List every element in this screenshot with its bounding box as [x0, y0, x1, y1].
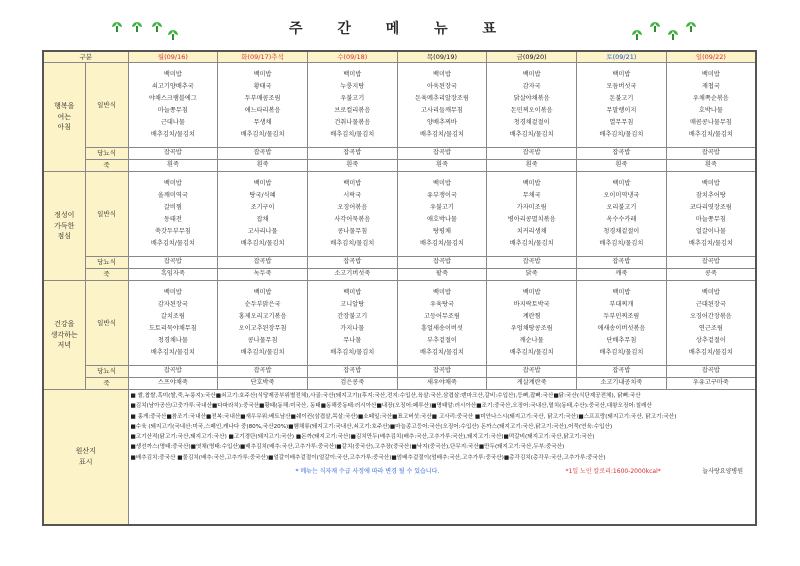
menu-cell: 흰죽 — [128, 160, 218, 172]
menu-cell — [666, 281, 756, 366]
menu-item: 오징어간장볶음 — [689, 313, 732, 320]
menu-cell — [128, 172, 218, 257]
menu-item: 부대찌개 — [609, 301, 634, 308]
menu-item: 배추김치/물김치 — [240, 349, 285, 356]
menu-item: 배추김치/물김치 — [240, 131, 285, 138]
menu-item: 단배추무침 — [606, 337, 637, 344]
menu-item: 배추김치/물김치 — [509, 131, 554, 138]
menu-item: 우불고기 — [340, 95, 365, 102]
menu-item: 돈민찌오이볶음 — [510, 107, 553, 114]
menu-item: 배추김치/물김치 — [419, 240, 464, 247]
menu-item: 백미밥 — [701, 180, 720, 187]
menu-cell: 잡곡밥 — [307, 257, 397, 269]
menu-cell: 깨죽 — [577, 269, 667, 281]
diabetic-meal-row — [43, 148, 756, 160]
menu-cell: 잡곡밥 — [128, 366, 218, 378]
menu-item: 누룽지탕 — [340, 83, 365, 90]
menu-cell: 흰죽 — [666, 160, 756, 172]
menu-item: 백미밥 — [701, 71, 720, 78]
day-header: 화(09/17)추석 — [218, 51, 308, 63]
menu-item: 배추김치/물김치 — [509, 240, 554, 247]
menu-item: 아욱된장국 — [427, 83, 457, 90]
menu-item: 고니알탕 — [340, 301, 365, 308]
origin-row — [43, 390, 756, 526]
menu-cell: 흰죽 — [218, 160, 308, 172]
weekly-menu-table — [42, 50, 757, 526]
menu-cell: 잡곡밥 — [577, 257, 667, 269]
menu-cell — [307, 63, 397, 148]
header-row — [43, 51, 756, 63]
menu-item: 배추김치/물김치 — [688, 131, 733, 138]
menu-cell — [487, 172, 577, 257]
menu-cell: 흰죽 — [577, 160, 667, 172]
menu-item: 유부쟁이국 — [427, 192, 457, 199]
menu-cell — [487, 281, 577, 366]
porridge-diet-label: 죽 — [85, 160, 128, 172]
menu-cell — [128, 63, 218, 148]
menu-item: 계란찜 — [522, 313, 541, 320]
menu-cell — [577, 172, 667, 257]
menu-item: 배추김치/물김치 — [150, 240, 195, 247]
category-header: 구분 — [43, 51, 128, 63]
menu-item: 올깨미역국 — [157, 192, 188, 199]
origin-note-line: ■김치(남아공산/고춧가루:국내산■다파라치):중국산■황태(동해:미국산, 동태■동해중동태:러시아산■내장(오징어:페루산)■명태알:러시아산■조기:중국산,오징어:국내산,멸치(동태,수산):중국산,대왕오징어:칠레산 — [130, 403, 652, 410]
menu-item: 청경채겉절이 — [603, 228, 640, 235]
menu-item: 갈치조림 — [160, 313, 185, 320]
menu-item: 돈육메추리알장조림 — [415, 95, 469, 102]
menu-item: 돈불고기 — [609, 95, 634, 102]
menu-item: 백미밥 — [522, 180, 541, 187]
menu-cell: 잡곡밥 — [666, 257, 756, 269]
menu-item: 백미밥 — [343, 71, 362, 78]
day-header: 금(09/20) — [487, 51, 577, 63]
general-diet-label: 일반식 — [85, 63, 128, 148]
menu-item: 열무무침 — [609, 119, 634, 126]
menu-cell: 게살계란죽 — [487, 378, 577, 390]
menu-cell — [128, 281, 218, 366]
menu-item: 코다리엿장조림 — [689, 204, 732, 211]
menu-item: 배추김치/물김치 — [688, 349, 733, 356]
menu-item: 탕국/식혜 — [249, 192, 276, 199]
menu-cell: 잡곡밥 — [666, 148, 756, 160]
day-header: 일(09/22) — [666, 51, 756, 63]
menu-item: 건취나물볶음 — [334, 119, 371, 126]
porridge-diet-label: 죽 — [85, 269, 128, 281]
menu-item: 우불고기 — [430, 204, 454, 211]
menu-cell: 흰죽 — [307, 160, 397, 172]
menu-cell: 잡곡밥 — [397, 257, 487, 269]
menu-cell: 잡곡밥 — [487, 257, 577, 269]
menu-cell: 검은콩죽 — [307, 378, 397, 390]
diabetic-meal-row — [43, 257, 756, 269]
porridge-diet-label: 죽 — [85, 378, 128, 390]
menu-item: 상추겉절이 — [695, 337, 726, 344]
menu-cell: 잡곡밥 — [128, 257, 218, 269]
menu-cell: 녹두죽 — [218, 269, 308, 281]
origin-note-line: ■수육 (돼지고기(국내산:미국,스페인,캐나다 중)80%,국산20%)■햄채류(돼지고기:국내산,쇠고기:호주산)■마늘종고등어:국산(오징어:수입산) 돈까스(돼지고기:국산,닭고기:국산),어묵(연육:수입산) — [130, 423, 613, 430]
menu-item: 깨순나물 — [519, 337, 544, 344]
hospital-name: 늘사랑요양병원 — [702, 468, 743, 476]
menu-item: 부추겉절이 — [427, 337, 457, 344]
general-meal-row — [43, 281, 756, 366]
menu-item: 고사리나물 — [247, 228, 278, 235]
menu-item: 무생채 — [253, 119, 272, 126]
menu-cell: 잡곡밥 — [397, 148, 487, 160]
day-header: 목(09/19) — [397, 51, 487, 63]
menu-item: 갈비찜 — [163, 204, 182, 211]
menu-item: 옥수수카레 — [606, 216, 637, 223]
menu-cell — [218, 281, 308, 366]
porridge-meal-row — [43, 378, 756, 390]
menu-item: 탕평채 — [432, 228, 451, 235]
menu-item: 오징어볶음 — [337, 204, 368, 211]
footer — [131, 467, 754, 479]
menu-cell: 소고기버섯죽 — [307, 269, 397, 281]
menu-item: 백미밥 — [343, 289, 362, 296]
menu-cell: 콩죽 — [666, 269, 756, 281]
menu-cell: 잡곡밥 — [577, 148, 667, 160]
menu-cell — [218, 172, 308, 257]
menu-cell: 팥죽 — [397, 269, 487, 281]
menu-cell: 잡곡밥 — [487, 366, 577, 378]
menu-item: 마늘쫑무침 — [157, 107, 188, 114]
menu-item: 두부매콤조림 — [244, 95, 281, 102]
menu-item: 콩나물무침 — [247, 337, 278, 344]
menu-item: 가지나물 — [340, 325, 365, 332]
menu-item: 사각어묵볶음 — [334, 216, 371, 223]
menu-item: 배추김치/물김치 — [419, 349, 464, 356]
menu-item: 백미밥 — [522, 289, 541, 296]
menu-item: 백미밥 — [163, 289, 182, 296]
menu-item: 백미밥 — [432, 71, 451, 78]
menu-item: 조기구이 — [250, 204, 275, 211]
menu-item: 백미밥 — [163, 71, 182, 78]
porridge-meal-row — [43, 160, 756, 172]
menu-item: 우엉채땅콩조림 — [510, 325, 553, 332]
menu-item: 백미밥 — [163, 180, 182, 187]
menu-item: 애느타리볶음 — [244, 107, 281, 114]
menu-item: 백미밥 — [612, 180, 631, 187]
menu-item: 청경채겉절이 — [513, 119, 550, 126]
menu-item: 배추김치/물김치 — [599, 349, 644, 356]
menu-item: 백미밥 — [253, 180, 272, 187]
day-header: 토(09/21) — [577, 51, 667, 63]
calorie-notice: *1일 노인 칼로리:1600-2000kcal* — [565, 468, 661, 476]
menu-cell — [577, 281, 667, 366]
menu-item: 배추김치/물김치 — [330, 131, 375, 138]
menu-item: 백미밥 — [522, 71, 541, 78]
origin-notes — [128, 390, 756, 526]
menu-cell: 흰죽 — [397, 160, 487, 172]
menu-item: 배추김치/물김치 — [509, 349, 554, 356]
menu-item: 백미밥 — [432, 289, 451, 296]
menu-item: 쇠고기양배추국 — [151, 83, 194, 90]
menu-cell — [397, 281, 487, 366]
menu-item: 마늘쫑무침 — [695, 216, 726, 223]
general-diet-label: 일반식 — [85, 281, 128, 366]
meal-section-label: 건강을 생각하는 저녁 — [43, 281, 85, 390]
menu-item: 오이미역냉국 — [603, 192, 640, 199]
menu-cell: 잡곡밥 — [128, 148, 218, 160]
menu-item: 우채쪽순볶음 — [692, 95, 729, 102]
diabetic-diet-label: 당뇨식 — [85, 366, 128, 378]
origin-note-line: ■배추김치:중국산 ■물김치(배추:국산,고추가루:중국산)■얼갈이배추겉절이(얼갈이:국산,고추가루:중국산)■엄배추겉절이(엄배추:국산,고추가루:중국산)■총각김치(총각무:국산,고추가루:중국산) — [130, 454, 606, 461]
menu-cell — [397, 172, 487, 257]
menu-item: 무나물 — [343, 337, 362, 344]
menu-cell: 잡곡밥 — [397, 366, 487, 378]
menu-item: 애호박나물 — [427, 216, 457, 223]
menu-cell: 흑임자죽 — [128, 269, 218, 281]
menu-item: 고사리들깨무침 — [421, 107, 463, 114]
menu-item: 배추김치/물김치 — [599, 240, 644, 247]
menu-item: 모듬버섯국 — [606, 83, 637, 90]
menu-item: 배추김치/물김치 — [330, 240, 375, 247]
menu-cell: 잡곡밥 — [666, 366, 756, 378]
diabetic-diet-label: 당뇨식 — [85, 257, 128, 269]
menu-cell: 스프야채죽 — [128, 378, 218, 390]
menu-cell: 닭죽 — [487, 269, 577, 281]
menu-cell — [307, 172, 397, 257]
menu-cell: 잡곡밥 — [218, 148, 308, 160]
menu-item: 호박나물 — [698, 107, 723, 114]
menu-item: 두부민찌조림 — [603, 313, 640, 320]
menu-item: 간장불고기 — [337, 313, 368, 320]
menu-item: 브로컬리볶음 — [334, 107, 371, 114]
menu-cell: 흰죽 — [487, 160, 577, 172]
menu-cell: 단호박죽 — [218, 378, 308, 390]
origin-note-line: ■생선까스(명태:중국산)■엿채(명태:수입산)■배추김치(배추:국산,고추가루:중국산)■갈치(중국산),고추장(중국산)■낙지(중국산),단무지:국산■만두(돼지고기:국산,두부:중국산) — [130, 444, 565, 451]
diabetic-meal-row — [43, 366, 756, 378]
menu-cell: 잡곡밥 — [307, 366, 397, 378]
menu-item: 잡채 — [256, 216, 269, 223]
menu-cell: 잡곡밥 — [218, 257, 308, 269]
menu-item: 배추김치/물김치 — [330, 349, 375, 356]
menu-item: 근대나물 — [160, 119, 185, 126]
day-header: 월(09/16) — [128, 51, 218, 63]
menu-cell: 새우야채죽 — [397, 378, 487, 390]
menu-item: 고등어무조림 — [424, 313, 460, 320]
menu-item: 백미밥 — [253, 71, 272, 78]
menu-cell — [218, 63, 308, 148]
menu-item: 청경채나물 — [157, 337, 188, 344]
menu-item: 황태국 — [253, 83, 272, 90]
menu-item: 백미밥 — [343, 180, 362, 187]
meal-section-label: 정성이 가득한 점심 — [43, 172, 85, 281]
menu-item: 가자미조림 — [516, 204, 547, 211]
menu-item: 동태전 — [163, 216, 182, 223]
menu-change-notice: * 메뉴는 식자재 수급 사정에 따라 변경 될 수 있습니다. — [295, 468, 440, 476]
menu-cell — [307, 281, 397, 366]
menu-item: 흥얼새송이버섯 — [421, 325, 463, 332]
menu-item: 배추김치/물김치 — [599, 131, 644, 138]
origin-note-line: ■고기산적(닭고기:국산,돼지고기:국산) ■고기경단(돼지고기:국산) ■돈까(돼지고기:국산)■김치만두(배추김치(배추:국산,고추가루:국산),돼지고기:국산)■떡갈비(돼지고기:국산,닭고기:국산) — [130, 434, 595, 441]
menu-item: 홍제오리고기볶음 — [238, 313, 287, 320]
menu-cell: 잡곡밥 — [307, 148, 397, 160]
menu-item: 순두부맑은국 — [244, 301, 281, 308]
menu-item: 오이고추된장무침 — [238, 325, 287, 332]
menu-item: 잠치추어탕 — [695, 192, 726, 199]
menu-item: 무말랭이지 — [606, 107, 637, 114]
menu-item: 도토리묵야채무침 — [148, 325, 197, 332]
menu-item: 콩나물무침 — [337, 228, 368, 235]
menu-cell — [397, 63, 487, 148]
menu-item: 백미밥 — [612, 289, 631, 296]
menu-item: 양배추찌바 — [427, 119, 457, 126]
menu-cell — [577, 63, 667, 148]
porridge-meal-row — [43, 269, 756, 281]
menu-cell — [666, 63, 756, 148]
menu-item: 배추김치/물김치 — [150, 131, 195, 138]
menu-item: 병아리콩멸치볶음 — [507, 216, 556, 223]
menu-item: 백미밥 — [253, 289, 272, 296]
menu-item: 오리불고기 — [606, 204, 637, 211]
menu-cell: 잡곡밥 — [487, 148, 577, 160]
menu-item: 배추김치/물김치 — [150, 349, 195, 356]
menu-item: 배추김치/물김치 — [688, 240, 733, 247]
menu-cell: 잡곡밥 — [577, 366, 667, 378]
general-diet-label: 일반식 — [85, 172, 128, 257]
menu-item: 감자국 — [522, 83, 541, 90]
diabetic-diet-label: 당뇨식 — [85, 148, 128, 160]
menu-item: 애새송이버섯볶음 — [597, 325, 646, 332]
general-meal-row — [43, 63, 756, 148]
menu-item: 쑥갓두부무침 — [154, 228, 191, 235]
menu-cell — [666, 172, 756, 257]
menu-item: 야채스크램블에그 — [148, 95, 197, 102]
menu-cell: 잡곡밥 — [218, 366, 308, 378]
menu-cell: 소고기내공치죽 — [577, 378, 667, 390]
menu-item: 배추김치/물김치 — [240, 240, 285, 247]
menu-item: 매콤콩나물무침 — [689, 119, 732, 126]
page-title: 주 간 메 뉴 표 — [288, 21, 512, 37]
meal-section-label: 행복을 여는 아침 — [43, 63, 85, 172]
origin-note-line: ■ 홍게:중국산■참조기:국내산■전복:국내산■새우무위:베트남산■쉐이컨(삼겹살,목살:국산)■소떼잎:국산■표고버섯:국산■ 고사리:중국산 ■미안나스시(돼지고기:국산, 닭고기:국산)■스프프랑(돼지고기:국산, 닭고기:국산) — [130, 413, 677, 420]
day-header: 수(09/18) — [307, 51, 397, 63]
menu-item: 우육탕국 — [430, 301, 454, 308]
menu-cell — [487, 63, 577, 148]
menu-item: 감자된장국 — [157, 301, 188, 308]
menu-item: 바지락토박국 — [513, 301, 550, 308]
menu-item: 시락국 — [343, 192, 362, 199]
origin-label: 원산지 표시 — [43, 390, 128, 526]
menu-item: 백미밥 — [701, 289, 720, 296]
menu-item: 얼갈이나물 — [695, 228, 726, 235]
menu-cell: 우유고구마죽 — [666, 378, 756, 390]
menu-item: 연근조림 — [698, 325, 723, 332]
menu-item: 치커리생채 — [516, 228, 547, 235]
menu-item: 백미밥 — [612, 71, 631, 78]
menu-item: 무채국 — [522, 192, 541, 199]
origin-note-line: ■ 쌀,찹쌀,흑미(쌀,죽,누룽지):국산■쇠고기:호주산(식당제공부위별전체),사골:국산(돼지고기)(후지:국산,전지:수입산,육살:국산,삼겹살:덴마크산,갈비:수입산),등뼈,잡뼈:국산■닭:국산(식단제공전체), 닭뼈:국산 — [130, 393, 641, 399]
menu-item: 백미밥 — [432, 180, 451, 187]
general-meal-row — [43, 172, 756, 257]
menu-item: 근대된장국 — [695, 301, 726, 308]
menu-item: 재첩국 — [701, 83, 720, 90]
menu-item: 배추김치/물김치 — [419, 131, 464, 138]
menu-item: 닭살야채볶음 — [513, 95, 550, 102]
